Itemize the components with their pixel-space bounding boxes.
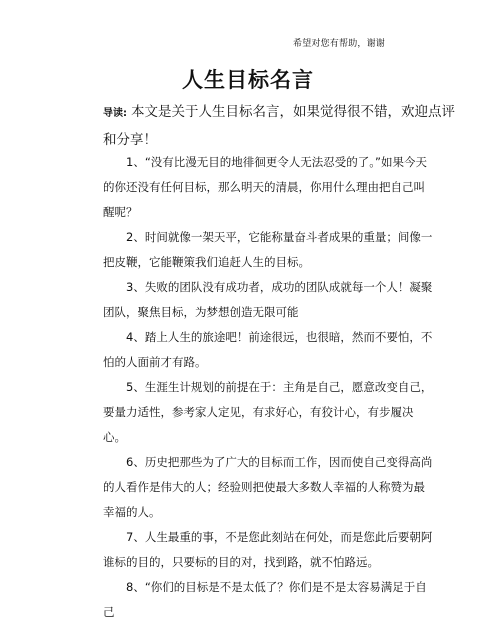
quote-item-4: 4、踏上人生的旅途吧！前途很远，也很暗，然而不要怕，不怕的人面前才有路。 — [103, 330, 433, 369]
intro-section — [103, 99, 458, 153]
header-note: 希望对您有帮助，谢谢 — [293, 39, 386, 49]
quote-item-7: 7、人生最重的事，不是您此刻站在何处，而是您此后要朝阿谁标的目的，只要标的目的对，找到路，就不怕路远。 — [103, 530, 433, 569]
quote-list — [103, 150, 433, 625]
page-title: 人生目标名言 — [182, 68, 314, 92]
quote-item-3: 3、失败的团队没有成功者，成功的团队成就每一个人！凝聚团队，聚焦目标，为梦想创造无限可能 — [103, 280, 433, 319]
quote-item-1: 1、“没有比漫无目的地徘徊更令人无法忍受的了。”如果今天的你还没有任何目标，那么明天的清晨，你用什么理由把自己叫醒呢？ — [103, 155, 427, 219]
quote-item-5: 5、生涯生计规划的前提在于：主角是自己，愿意改变自己，要量力适性，参考家人定见，有求好心，有狡计心，有步履决心。 — [103, 380, 433, 444]
quote-item-8: 8、“你们的目标是不是太低了？你们是不是太容易满足于自己 — [103, 580, 427, 619]
quote-item-2: 2、时间就像一架天平，它能称量奋斗者成果的重量；间像一把皮鞭，它能鞭策我们追赶人生的目标。 — [103, 230, 433, 269]
intro-text: 本文是关于人生目标名言，如果觉得很不错，欢迎点评和分享！ — [103, 104, 455, 148]
quote-item-6: 6、历史把那些为了广大的目标而工作，因而使自己变得高尚的人看作是伟大的人；经验则把使最大多数人幸福的人称赞为最幸福的人。 — [103, 455, 433, 519]
intro-label: 导读: — [103, 108, 127, 119]
